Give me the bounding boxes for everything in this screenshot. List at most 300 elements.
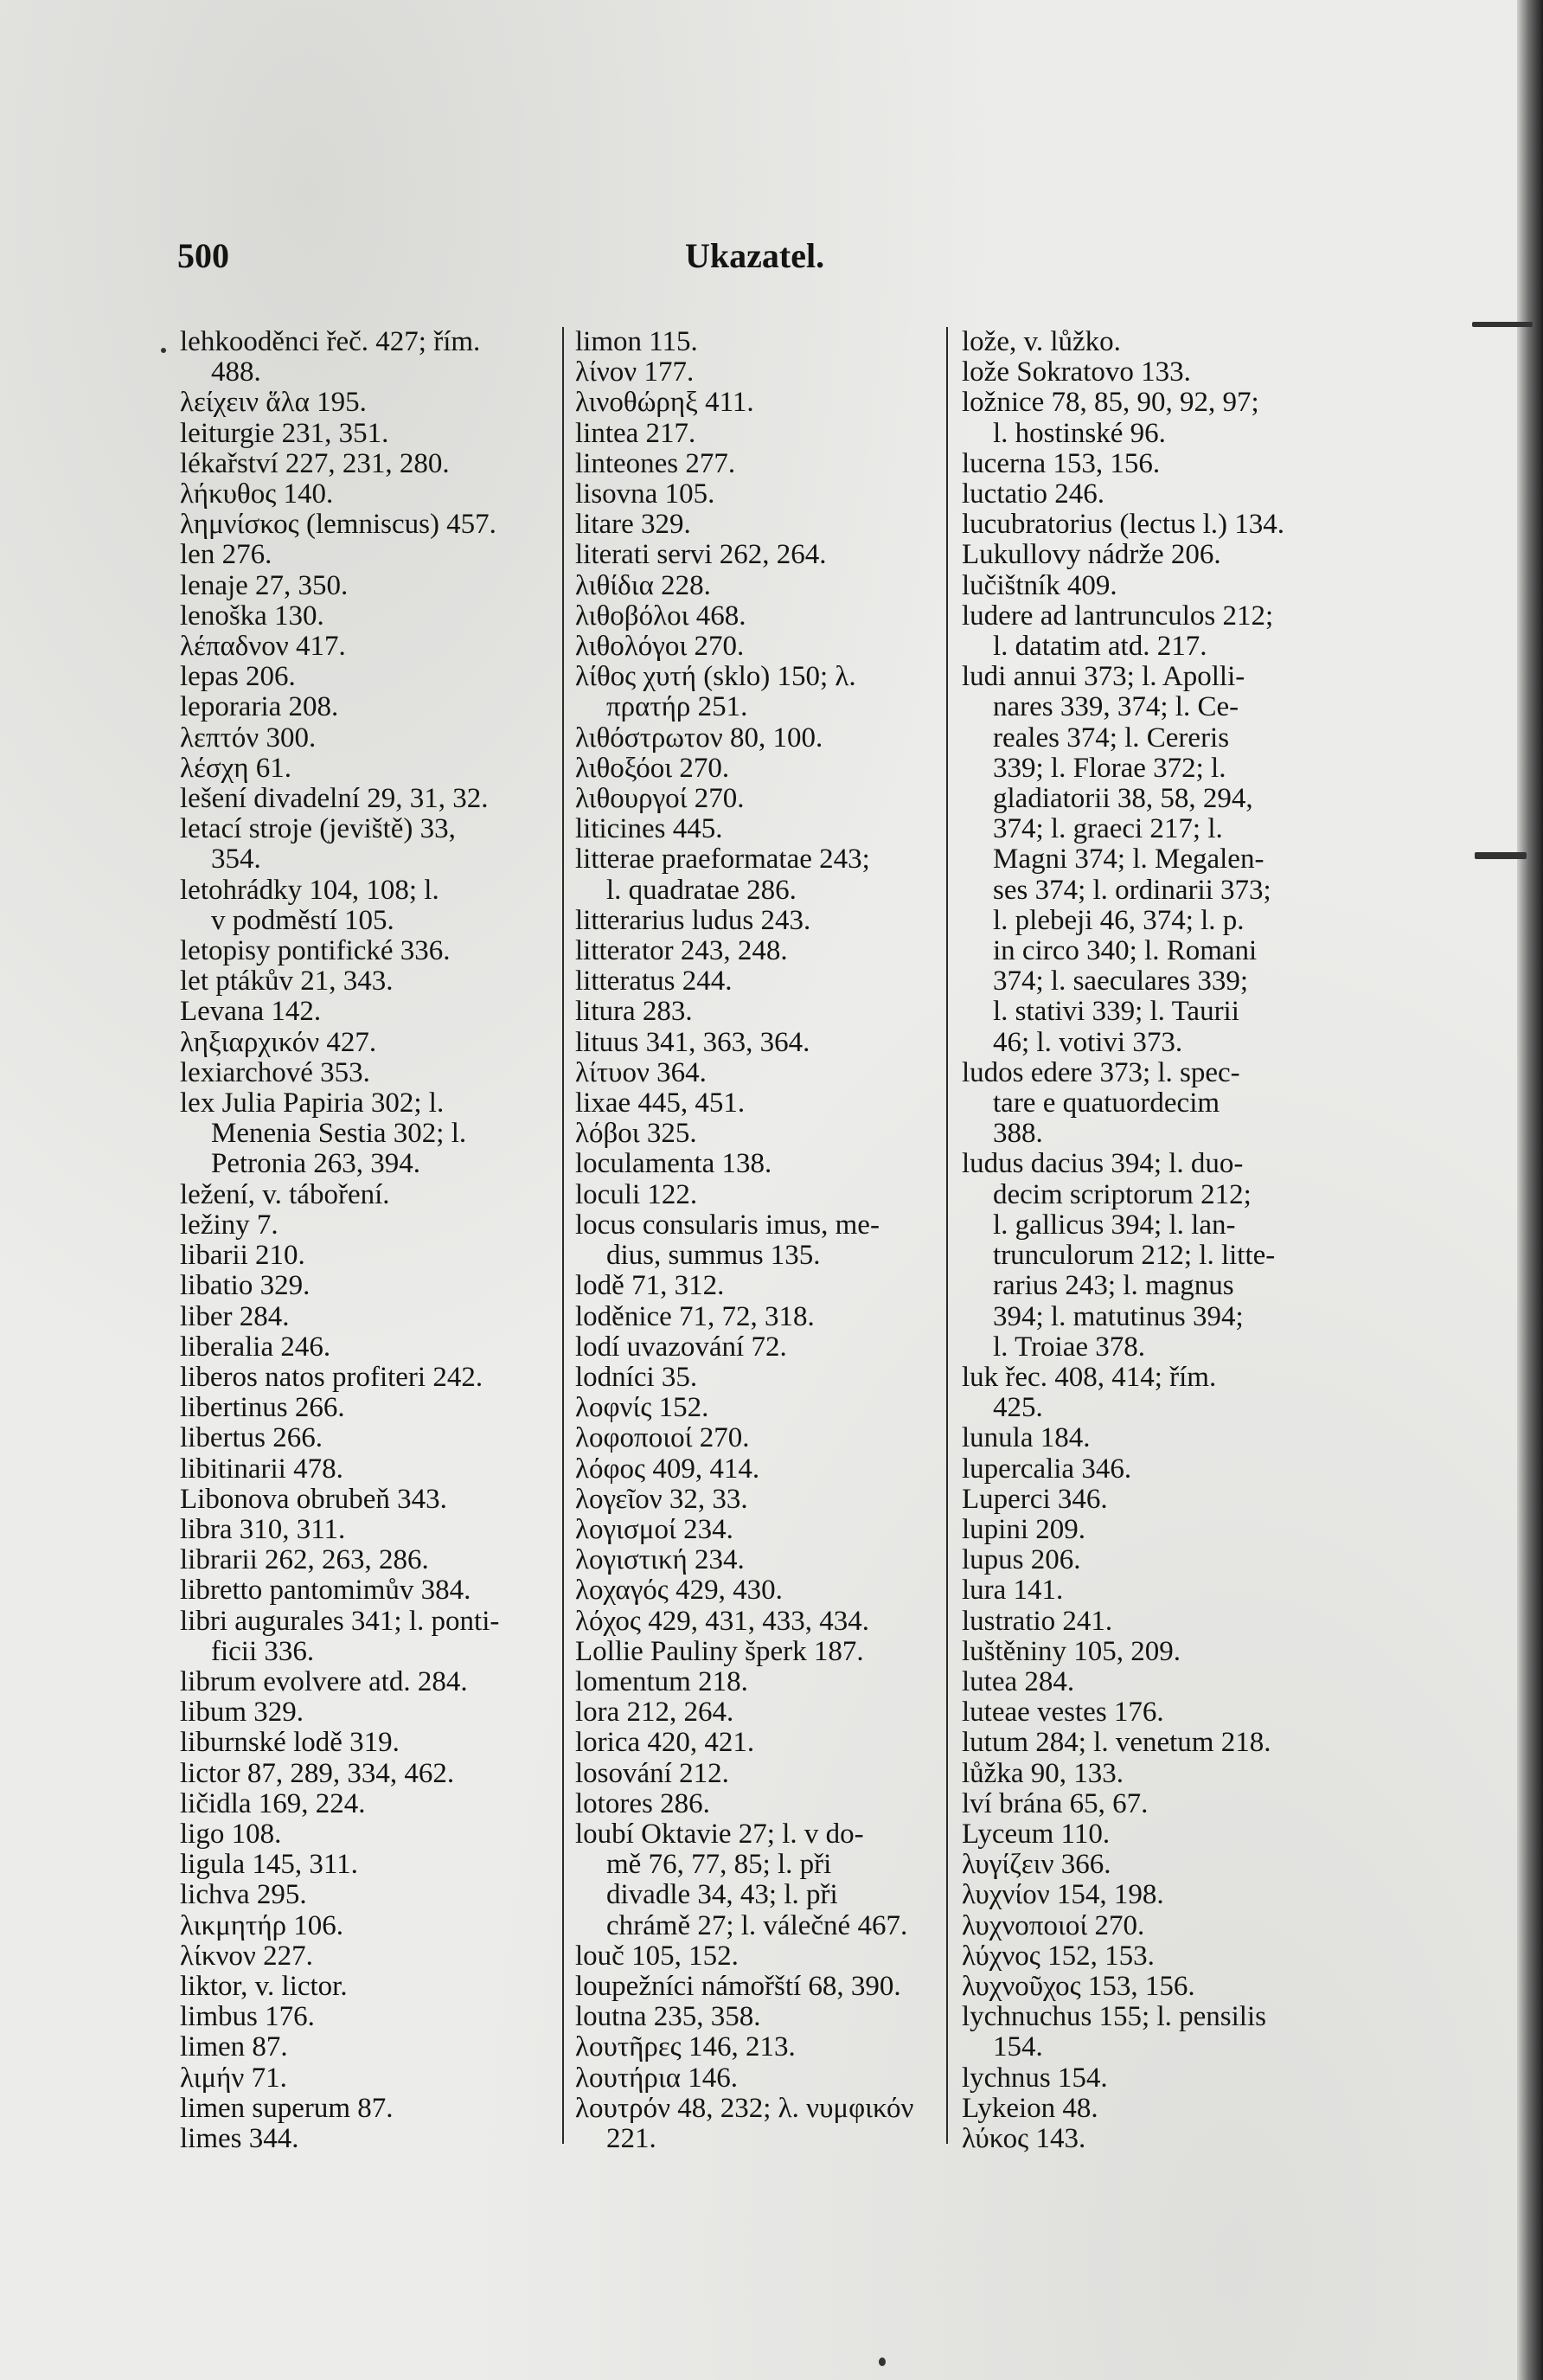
index-entry-line: ligula 145, 311.	[180, 1849, 358, 1881]
index-entry	[575, 1607, 947, 1637]
index-entry-line: λυγίζειν 366.	[962, 1849, 1111, 1881]
print-speck	[879, 2358, 886, 2366]
index-entry	[180, 1180, 552, 1210]
index-entry-line: locus consularis imus, me-	[575, 1209, 880, 1241]
index-entry	[180, 479, 552, 510]
index-entry	[962, 2063, 1349, 2094]
index-entry	[962, 601, 1349, 662]
index-entry-line: 394; l. matutinus 394;	[993, 1300, 1244, 1332]
index-entry-line: Lyceum 110.	[962, 1818, 1111, 1850]
index-column-3	[962, 327, 1349, 2154]
index-entry	[575, 1759, 947, 1789]
index-entry	[180, 1088, 552, 1180]
book-spine-shadow	[1517, 0, 1543, 2380]
index-entry	[180, 692, 552, 722]
index-entry-line: libarii 210.	[180, 1240, 305, 1272]
print-speck	[161, 348, 166, 353]
index-entry	[575, 966, 947, 997]
index-entry	[575, 449, 947, 479]
index-entry	[962, 2124, 1349, 2154]
index-entry	[962, 540, 1349, 570]
index-entry	[180, 1363, 552, 1393]
index-entry-line: librum evolvere atd. 284.	[180, 1665, 468, 1697]
index-entry-line: leporaria 208.	[180, 691, 339, 723]
index-entry	[575, 632, 947, 662]
index-entry-line: limen 87.	[180, 2031, 288, 2063]
index-entry	[180, 1423, 552, 1453]
index-entry	[962, 1058, 1349, 1150]
index-entry	[575, 1575, 947, 1606]
index-entry	[180, 1210, 552, 1241]
index-entry-line: lutea 284.	[962, 1665, 1075, 1697]
index-entry-line: λύκος 143.	[962, 2122, 1086, 2154]
index-entry	[180, 1759, 552, 1789]
index-entry-line: liberalia 246.	[180, 1331, 331, 1363]
index-entry-line: ležiny 7.	[180, 1209, 279, 1241]
index-entry-line: l. gallicus 394; l. lan-	[993, 1209, 1236, 1241]
index-entry-line: litterator 243, 248.	[575, 935, 788, 967]
index-entry-line: libretto pantomimův 384.	[180, 1575, 471, 1607]
index-entry	[962, 1759, 1349, 1789]
column-divider	[946, 327, 948, 2144]
index-entry-line: tare e quatuordecim	[993, 1087, 1220, 1119]
index-entry	[575, 1180, 947, 1210]
index-entry-line: lodí uvazování 72.	[575, 1331, 787, 1363]
index-entry-line: lexiarchové 353.	[180, 1056, 370, 1088]
index-entry-line: lex Julia Papiria 302; l.	[180, 1087, 445, 1119]
index-entry	[180, 723, 552, 754]
index-entry	[575, 1088, 947, 1119]
index-entry	[180, 1485, 552, 1515]
index-entry	[575, 662, 947, 722]
index-entry	[180, 814, 552, 875]
index-entry-line: Lukullovy nádrže 206.	[962, 539, 1221, 571]
index-entry-line: l. plebeji 46, 374; l. p.	[993, 904, 1245, 936]
index-entry-line: 221.	[606, 2122, 656, 2154]
index-entry-line: librarii 262, 263, 286.	[180, 1544, 429, 1576]
index-entry	[180, 571, 552, 601]
index-entry-line: limes 344.	[180, 2122, 299, 2154]
index-entry-line: Luperci 346.	[962, 1483, 1108, 1515]
running-title: Ukazatel.	[685, 236, 825, 275]
index-entry	[180, 997, 552, 1027]
index-entry	[962, 388, 1349, 448]
index-entry	[962, 1850, 1349, 1880]
index-entry-line: Libonova obrubeň 343.	[180, 1483, 447, 1515]
index-entry-line: liburnské lodě 319.	[180, 1727, 400, 1759]
index-entry-line: 425.	[993, 1392, 1043, 1424]
index-entry-line: litura 283.	[575, 996, 693, 1028]
index-entry-line: 374; l. graeci 217; l.	[993, 813, 1223, 845]
index-entry-line: lychnuchus 155; l. pensilis	[962, 2001, 1266, 2033]
index-entry	[575, 419, 947, 449]
index-entry	[962, 1972, 1349, 2002]
index-entry-line: lupus 206.	[962, 1544, 1081, 1576]
index-entry	[180, 419, 552, 449]
index-entry-line: litterae praeformatae 243;	[575, 844, 870, 876]
index-entry-line: λόβοι 325.	[575, 1118, 697, 1150]
index-entry-line: lůžka 90, 133.	[962, 1757, 1124, 1789]
print-speck	[1475, 852, 1527, 859]
index-entry-line: ficii 336.	[211, 1635, 315, 1667]
index-entry-line: λυχνοποιοί 270.	[962, 1909, 1145, 1941]
index-entry-line: loděnice 71, 72, 318.	[575, 1300, 815, 1332]
index-entry	[180, 1058, 552, 1088]
index-entry	[962, 1454, 1349, 1485]
page-header	[0, 235, 1543, 279]
index-entry-line: λεπτόν 300.	[180, 722, 317, 754]
index-entry-line: λημνίσκος (lemniscus) 457.	[180, 509, 496, 541]
index-entry-line: lože, v. lůžko.	[962, 326, 1121, 357]
index-entry-line: λίτυον 364.	[575, 1056, 707, 1088]
index-entry	[575, 357, 947, 388]
index-entry-line: litare 329.	[575, 509, 691, 541]
index-entry	[180, 662, 552, 692]
index-entry	[180, 1545, 552, 1575]
index-entry	[575, 1058, 947, 1088]
index-entry	[575, 997, 947, 1027]
index-entry-line: liberos natos profiteri 242.	[180, 1361, 483, 1393]
index-entry-line: ležení, v. táboření.	[180, 1178, 390, 1210]
index-entry-line: ludi annui 373; l. Apolli-	[962, 661, 1245, 693]
index-entry-line: lituus 341, 363, 364.	[575, 1026, 810, 1058]
index-entry	[575, 1819, 947, 1941]
index-entry-line: 374; l. saeculares 339;	[993, 965, 1249, 998]
index-entry-line: λουτρόν 48, 232; λ. νυμφικόν	[575, 2092, 914, 2124]
index-entry-line: let ptákův 21, 343.	[180, 965, 394, 998]
index-entry-line: λέσχη 61.	[180, 752, 292, 784]
index-entry	[962, 1637, 1349, 1667]
index-entry-line: lenaje 27, 350.	[180, 569, 349, 601]
index-entry	[962, 1423, 1349, 1453]
index-entry-line: limbus 176.	[180, 2001, 315, 2033]
index-entry-line: l. hostinské 96.	[993, 417, 1166, 449]
index-entry	[180, 388, 552, 418]
index-entry	[575, 2002, 947, 2032]
index-entry	[180, 1302, 552, 1332]
index-entry-line: lucubratorius (lectus l.) 134.	[962, 509, 1284, 541]
index-entry-line: reales 374; l. Cereris	[993, 722, 1230, 754]
index-entry	[180, 1667, 552, 1697]
index-entry	[575, 1485, 947, 1515]
index-entry-line: λιθοβόλοι 468.	[575, 600, 746, 632]
print-speck	[1472, 322, 1533, 327]
index-entry	[575, 936, 947, 966]
index-entry	[575, 388, 947, 418]
index-entry	[575, 2063, 947, 2094]
index-entry-line: lychnus 154.	[962, 2062, 1108, 2094]
index-entry-line: luk řec. 408, 414; řím.	[962, 1361, 1217, 1393]
index-entry-line: Magni 374; l. Megalen-	[993, 844, 1264, 876]
index-entry-line: dius, summus 135.	[606, 1240, 821, 1272]
index-entry	[575, 1149, 947, 1179]
index-entry	[180, 1454, 552, 1485]
index-entry	[575, 2032, 947, 2062]
index-entry-line: λίνον 177.	[575, 356, 695, 388]
index-entry-line: in circo 340; l. Romani	[993, 935, 1258, 967]
index-entry-line: λουτήρια 146.	[575, 2062, 738, 2094]
index-entry	[962, 1545, 1349, 1575]
index-entry-line: lisovna 105.	[575, 478, 715, 510]
index-entry-line: ludere ad lantrunculos 212;	[962, 600, 1274, 632]
index-entry-line: lví brána 65, 67.	[962, 1787, 1149, 1819]
index-entry	[180, 1575, 552, 1606]
index-entry-line: lešení divadelní 29, 31, 32.	[180, 783, 489, 815]
index-entry-line: lora 212, 264.	[575, 1697, 734, 1729]
index-entry-line: Petronia 263, 394.	[211, 1148, 420, 1180]
index-entry	[962, 1515, 1349, 1545]
index-entry	[180, 1819, 552, 1850]
index-entry	[962, 1363, 1349, 1423]
index-entry-line: losování 212.	[575, 1757, 729, 1789]
index-entry	[180, 2124, 552, 2154]
index-entry	[180, 1880, 552, 1910]
index-entry-line: lodě 71, 312.	[575, 1270, 725, 1302]
index-entry-line: lintea 217.	[575, 417, 696, 449]
index-entry-line: libertinus 266.	[180, 1392, 345, 1424]
index-entry-line: libatio 329.	[180, 1270, 311, 1302]
index-entry	[180, 876, 552, 936]
index-entry-line: litterarius ludus 243.	[575, 904, 811, 936]
index-entry	[575, 1941, 947, 1972]
index-entry-line: luštěniny 105, 209.	[962, 1635, 1181, 1667]
index-entry	[962, 571, 1349, 601]
index-entry	[575, 2094, 947, 2154]
index-entry-line: limon 115.	[575, 326, 698, 357]
index-entry-line: l. Troiae 378.	[993, 1331, 1146, 1363]
index-entry-line: lorica 420, 421.	[575, 1727, 755, 1759]
index-entry-line: luctatio 246.	[962, 478, 1104, 510]
index-entry-line: λιθοξόοι 270.	[575, 752, 730, 784]
index-entry	[575, 1637, 947, 1667]
index-entry-line: loubí Oktavie 27; l. v do-	[575, 1818, 864, 1850]
column-divider	[562, 327, 564, 2144]
index-entry-line: loupežníci námořští 68, 390.	[575, 1970, 901, 2002]
index-entry-line: literati servi 262, 264.	[575, 539, 827, 571]
index-entry	[962, 1149, 1349, 1362]
index-entry-line: l. quadratae 286.	[606, 874, 797, 906]
index-entry-line: lunula 184.	[962, 1422, 1091, 1454]
index-entry-line: louč 105, 152.	[575, 1940, 739, 1972]
index-entry-line: πρατήρ 251.	[606, 691, 748, 723]
page-number: 500	[177, 236, 229, 275]
index-entry	[575, 1515, 947, 1545]
index-entry-line: ligo 108.	[180, 1818, 282, 1850]
index-entry	[180, 1911, 552, 1941]
index-entry	[180, 1332, 552, 1363]
index-entry-line: 339; l. Florae 372; l.	[993, 752, 1226, 784]
index-entry	[575, 1271, 947, 1301]
index-entry-line: l. stativi 339; l. Taurii	[993, 996, 1239, 1028]
index-entry	[180, 1850, 552, 1880]
index-entry	[575, 540, 947, 570]
index-column-1	[180, 327, 552, 2154]
index-entry-line: λινοθώρηξ 411.	[575, 387, 754, 419]
index-entry	[180, 1241, 552, 1271]
index-entry	[962, 1941, 1349, 1972]
index-entry	[962, 357, 1349, 388]
index-entry-line: limen superum 87.	[180, 2092, 394, 2124]
index-entry	[180, 936, 552, 966]
index-entry-line: λυχνίον 154, 198.	[962, 1879, 1164, 1911]
index-entry	[575, 1728, 947, 1758]
index-entry-line: λοφνίς 152.	[575, 1392, 709, 1424]
index-entry-line: len 276.	[180, 539, 272, 571]
index-entry-line: lutum 284; l. venetum 218.	[962, 1727, 1271, 1759]
index-entry	[180, 2032, 552, 2062]
index-entry-line: lepas 206.	[180, 661, 296, 693]
index-entry	[575, 1210, 947, 1271]
index-entry	[962, 1575, 1349, 1606]
index-entry-line: lodníci 35.	[575, 1361, 698, 1393]
index-entry-line: lékařství 227, 231, 280.	[180, 447, 450, 479]
index-entry	[180, 2063, 552, 2094]
index-entry-line: lomentum 218.	[575, 1665, 748, 1697]
index-entry	[575, 1363, 947, 1393]
index-entry-line: loutna 235, 358.	[575, 2001, 761, 2033]
index-column-2	[575, 327, 947, 2154]
index-entry-line: λοχαγός 429, 430.	[575, 1575, 783, 1607]
index-entry	[962, 2094, 1349, 2124]
index-entry-line: letací stroje (jeviště) 33,	[180, 813, 456, 845]
index-entry-line: linteones 277.	[575, 447, 736, 479]
index-entry	[575, 1545, 947, 1575]
index-entry-line: libum 329.	[180, 1697, 304, 1729]
index-entry-line: lupercalia 346.	[962, 1453, 1132, 1485]
index-entry	[962, 1697, 1349, 1728]
index-entry-line: λογεῖον 32, 33.	[575, 1483, 748, 1515]
index-entry-line: lehkooděnci řeč. 427; řím.	[180, 326, 481, 357]
index-entry	[962, 327, 1349, 357]
index-entry-line: lože Sokratovo 133.	[962, 356, 1191, 388]
index-entry-line: letohrádky 104, 108; l.	[180, 874, 439, 906]
index-entry	[180, 1515, 552, 1545]
index-entry-line: leiturgie 231, 351.	[180, 417, 389, 449]
index-entry-line: liktor, v. lictor.	[180, 1970, 348, 2002]
index-entry	[180, 449, 552, 479]
index-entry	[180, 1728, 552, 1758]
index-entry-line: mě 76, 77, 85; l. při	[606, 1849, 832, 1881]
index-entry-line: chrámě 27; l. válečné 467.	[606, 1909, 908, 1941]
index-entry	[575, 754, 947, 784]
index-entry-line: ludus dacius 394; l. duo-	[962, 1148, 1244, 1180]
index-entry-line: 354.	[211, 844, 261, 876]
index-entry-line: lustratio 241.	[962, 1605, 1113, 1637]
index-entry-line: lupini 209.	[962, 1513, 1086, 1545]
index-entry-line: lixae 445, 451.	[575, 1087, 746, 1119]
index-entry-line: liticines 445.	[575, 813, 723, 845]
index-entry	[180, 784, 552, 814]
index-entry-line: λογιστική 234.	[575, 1544, 745, 1576]
index-entry-line: 388.	[993, 1118, 1043, 1150]
index-entry	[575, 814, 947, 844]
index-entry-line: λύχνος 152, 153.	[962, 1940, 1155, 1972]
index-entry-line: l. datatim atd. 217.	[993, 631, 1207, 663]
index-entry-line: lura 141.	[962, 1575, 1064, 1607]
index-entry	[180, 632, 552, 662]
index-entry	[575, 1454, 947, 1485]
index-entry	[575, 1393, 947, 1423]
index-entry-line: libertus 266.	[180, 1422, 323, 1454]
index-entry-line: lichva 295.	[180, 1879, 307, 1911]
index-entry	[575, 784, 947, 814]
index-entry-line: Levana 142.	[180, 996, 322, 1028]
index-entry	[180, 601, 552, 632]
index-entry	[575, 1972, 947, 2002]
index-entry	[575, 723, 947, 754]
index-entry-line: lucerna 153, 156.	[962, 447, 1161, 479]
index-entry-line: luteae vestes 176.	[962, 1697, 1164, 1729]
index-entry-line: λέπαδνον 417.	[180, 631, 346, 663]
index-entry-line: λήκυθος 140.	[180, 478, 334, 510]
index-entry	[962, 1485, 1349, 1515]
index-entry	[180, 754, 552, 784]
index-entry	[180, 2002, 552, 2032]
index-entry-line: liber 284.	[180, 1300, 290, 1332]
index-entry-line: λόχος 429, 431, 433, 434.	[575, 1605, 869, 1637]
index-entry-line: λικμητήρ 106.	[180, 1909, 344, 1941]
index-entry	[575, 1119, 947, 1149]
index-entry	[575, 844, 947, 905]
index-entry	[962, 449, 1349, 479]
index-entry	[962, 1911, 1349, 1941]
index-entry-line: λείχειν ἅλα 195.	[180, 387, 367, 419]
index-entry	[575, 601, 947, 632]
index-entry-line: λίθος χυτή (sklo) 150; λ.	[575, 661, 856, 693]
index-entry-line: λυχνοῦχος 153, 156.	[962, 1970, 1195, 2002]
index-entry	[575, 1667, 947, 1697]
index-entry-line: λόφος 409, 414.	[575, 1453, 760, 1485]
index-entry-line: λιθίδια 228.	[575, 569, 711, 601]
index-entry	[180, 1271, 552, 1301]
index-entry-line: λιθουργοί 270.	[575, 783, 745, 815]
index-entry	[575, 906, 947, 936]
index-entry-line: λουτῆρες 146, 213.	[575, 2031, 796, 2063]
index-entry-line: Lykeion 48.	[962, 2092, 1098, 2124]
index-entry-line: ses 374; l. ordinarii 373;	[993, 874, 1271, 906]
index-entry-line: λιθολόγοι 270.	[575, 631, 745, 663]
index-entry	[575, 1423, 947, 1453]
index-entry-line: libitinarii 478.	[180, 1453, 343, 1485]
index-entry-line: litteratus 244.	[575, 965, 733, 998]
index-entry-line: lenoška 130.	[180, 600, 324, 632]
index-entry-line: nares 339, 374; l. Ce-	[993, 691, 1239, 723]
index-entry-line: lotores 286.	[575, 1787, 710, 1819]
index-entry	[575, 571, 947, 601]
index-entry-line: trunculorum 212; l. litte-	[993, 1240, 1276, 1272]
index-entry	[575, 1697, 947, 1728]
index-entry	[180, 2094, 552, 2124]
index-entry-line: λοφοποιοί 270.	[575, 1422, 750, 1454]
index-entry	[962, 479, 1349, 510]
index-entry-line: rarius 243; l. magnus	[993, 1270, 1234, 1302]
index-entry	[962, 1880, 1349, 1910]
index-entry-line: decim scriptorum 212;	[993, 1178, 1252, 1210]
index-entry-line: Lollie Pauliny šperk 187.	[575, 1635, 864, 1667]
index-entry	[962, 1819, 1349, 1850]
index-entry-line: Menenia Sestia 302; l.	[211, 1118, 467, 1150]
index-entry	[575, 327, 947, 357]
index-entry	[962, 1789, 1349, 1819]
index-entry	[962, 2002, 1349, 2062]
index-entry-line: loculamenta 138.	[575, 1148, 772, 1180]
index-entry	[575, 1332, 947, 1363]
index-entry	[180, 1393, 552, 1423]
index-entry-line: divadle 34, 43; l. při	[606, 1879, 838, 1911]
index-entry-line: ludos edere 373; l. spec-	[962, 1056, 1240, 1088]
index-entry	[180, 1607, 552, 1667]
index-entry-line: v podměstí 105.	[211, 904, 394, 936]
